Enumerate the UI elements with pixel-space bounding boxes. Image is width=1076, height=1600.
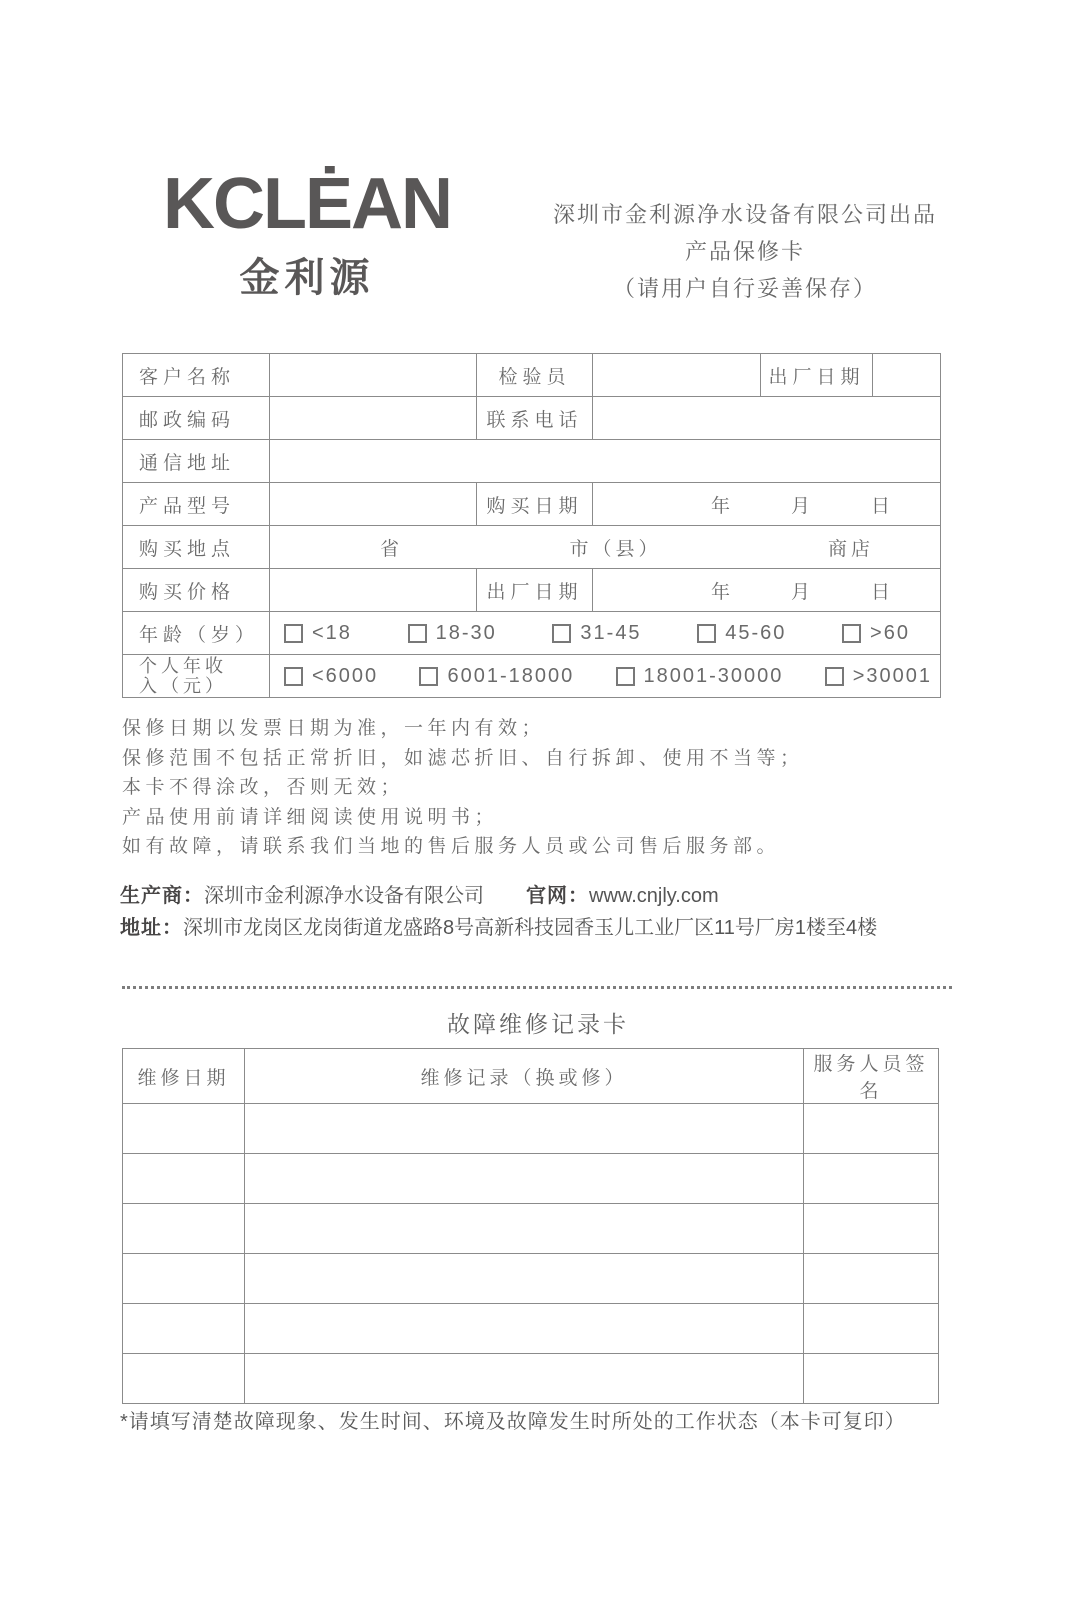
repair-row-2 (123, 1154, 939, 1204)
repair-table-header (123, 1049, 939, 1104)
checkbox-icon (284, 667, 303, 686)
income-option-gt30001 (825, 665, 932, 688)
repair-row-4 (123, 1254, 939, 1304)
checkbox-icon (419, 667, 438, 686)
website-url: www.cnjly.com (589, 885, 719, 907)
term-line-3: 本卡不得涂改，否则无效； (122, 777, 405, 798)
repair-date-cell (123, 1204, 245, 1254)
purchase-date-year-label: 年 (711, 495, 733, 517)
checkbox-icon (616, 667, 635, 686)
term-line-1: 保修日期以发票日期为准，一年内有效； (122, 718, 546, 739)
repair-date-header: 维修日期 (123, 1049, 245, 1104)
manufacturer-line (120, 880, 980, 912)
label-income-line1: 个人年收 (139, 656, 227, 676)
brand-logo (132, 164, 482, 303)
age-option-lt18 (284, 622, 352, 645)
label-product-model: 产品型号 (123, 483, 270, 526)
repair-record-cell (245, 1204, 804, 1254)
repair-date-cell (123, 1304, 245, 1354)
income-option-6001-18000-label: 6001-18000 (447, 664, 575, 687)
field-mailing-address (270, 440, 941, 483)
age-option-31-45-label: 31-45 (580, 621, 642, 644)
label-age: 年龄（岁） (123, 612, 270, 655)
field-phone (593, 397, 941, 440)
label-purchase-price: 购买价格 (123, 569, 270, 612)
warranty-terms (122, 714, 962, 862)
brand-logo-chinese: 金利源 (239, 256, 375, 300)
income-option-gt30001-label: >30001 (852, 664, 932, 687)
repair-signature-cell (804, 1204, 939, 1254)
field-purchase-price (270, 569, 477, 612)
term-line-5: 如有故障，请联系我们当地的售后服务人员或公司售后服务部。 (122, 836, 781, 857)
field-age-options (270, 612, 941, 655)
label-income (123, 655, 270, 698)
age-option-18-30 (408, 622, 497, 645)
repair-row-5 (123, 1304, 939, 1354)
repair-signature-cell (804, 1104, 939, 1154)
label-income-line2: 入（元） (139, 676, 227, 696)
purchase-date-day-label: 日 (870, 495, 892, 517)
label-inspector: 检验员 (477, 354, 593, 397)
repair-record-cell (245, 1354, 804, 1404)
checkbox-icon (825, 667, 844, 686)
maker-name: 深圳市金利源净水设备有限公司 (204, 885, 484, 907)
repair-card-title: 故障维修记录卡 (447, 1011, 629, 1037)
field-customer-name (270, 354, 477, 397)
keep-safe-note: （请用户自行妥善保存） (612, 276, 877, 301)
fill-instruction-note: *请填写清楚故障现象、发生时间、环境及故障发生时所处的工作状态（本卡可复印） (120, 1411, 906, 1433)
repair-signature-cell (804, 1254, 939, 1304)
field-purchase-date (593, 483, 941, 526)
field-income-options (270, 655, 941, 698)
income-option-18001-30000-label: 18001-30000 (643, 664, 784, 687)
manufacturer-info (120, 880, 980, 944)
age-option-45-60 (697, 622, 786, 645)
website-label: 官网： (526, 885, 589, 907)
row-age (123, 612, 941, 655)
field-product-model (270, 483, 477, 526)
age-option-gt60-label: >60 (870, 621, 910, 644)
repair-row-3 (123, 1204, 939, 1254)
age-option-gt60 (842, 622, 910, 645)
income-option-lt6000 (284, 665, 378, 688)
repair-row-1 (123, 1104, 939, 1154)
repair-signature-header: 服务人员签名 (804, 1049, 939, 1104)
age-option-18-30-label: 18-30 (435, 621, 497, 644)
repair-record-table (122, 1048, 939, 1404)
repair-record-cell (245, 1154, 804, 1204)
purchase-date-month-label: 月 (790, 495, 812, 517)
repair-signature-cell (804, 1154, 939, 1204)
address-label: 地址： (120, 917, 183, 939)
repair-record-cell (245, 1304, 804, 1354)
label-purchase-place: 购买地点 (123, 526, 270, 569)
factory-date-day-label: 日 (870, 581, 892, 603)
factory-date-year-label: 年 (711, 581, 733, 603)
row-purchase-price (123, 569, 941, 612)
address-line (120, 912, 980, 944)
repair-signature-cell (804, 1354, 939, 1404)
repair-row-6 (123, 1354, 939, 1404)
age-option-31-45 (552, 622, 641, 645)
factory-date-month-label: 月 (790, 581, 812, 603)
repair-record-header: 维修记录（换或修） (245, 1049, 804, 1104)
field-inspector (593, 354, 761, 397)
field-factory-date (873, 354, 941, 397)
store-label: 商店 (827, 538, 874, 560)
age-option-lt18-label: <18 (312, 621, 352, 644)
checkbox-icon (552, 624, 571, 643)
label-factory-date: 出厂日期 (761, 354, 873, 397)
maker-label: 生产商： (120, 885, 204, 907)
income-option-6001-18000 (419, 665, 574, 688)
row-postal-code (123, 397, 941, 440)
address-value: 深圳市龙岗区龙岗街道龙盛路8号高新科技园香玉儿工业厂区11号厂房1楼至4楼 (183, 917, 878, 939)
card-title: 产品保修卡 (684, 239, 805, 264)
row-income (123, 655, 941, 698)
label-customer-name: 客户名称 (123, 354, 270, 397)
repair-signature-cell (804, 1304, 939, 1354)
brand-logo-wordmark: KCLĖAN (163, 164, 451, 244)
row-product-model (123, 483, 941, 526)
field-purchase-place (270, 526, 941, 569)
income-option-lt6000-label: <6000 (312, 664, 379, 687)
checkbox-icon (697, 624, 716, 643)
repair-date-cell (123, 1104, 245, 1154)
repair-record-cell (245, 1104, 804, 1154)
field-factory-date-2 (593, 569, 941, 612)
customer-info-table (122, 353, 941, 698)
term-line-2: 保修范围不包括正常折旧，如滤芯折旧、自行拆卸、使用不当等； (122, 747, 804, 769)
checkbox-icon (284, 624, 303, 643)
label-purchase-date: 购买日期 (477, 483, 593, 526)
repair-record-cell (245, 1254, 804, 1304)
row-customer-name (123, 354, 941, 397)
term-line-4: 产品使用前请详细阅读使用说明书； (122, 806, 499, 828)
card-header (535, 196, 955, 307)
field-postal-code (270, 397, 477, 440)
age-option-45-60-label: 45-60 (725, 621, 787, 644)
row-mailing-address (123, 440, 941, 483)
header-producer-line: 深圳市金利源净水设备有限公司出品 (552, 202, 937, 227)
label-phone: 联系电话 (477, 397, 593, 440)
repair-date-cell (123, 1254, 245, 1304)
label-mailing-address: 通信地址 (123, 440, 270, 483)
repair-date-cell (123, 1354, 245, 1404)
city-county-label: 市（县） (569, 538, 662, 560)
checkbox-icon (408, 624, 427, 643)
dotted-cut-line (122, 986, 952, 989)
province-label: 省 (380, 538, 404, 560)
income-option-18001-30000 (616, 665, 784, 688)
checkbox-icon (842, 624, 861, 643)
label-postal-code: 邮政编码 (123, 397, 270, 440)
row-purchase-place (123, 526, 941, 569)
repair-date-cell (123, 1154, 245, 1204)
label-factory-date-2: 出厂日期 (477, 569, 593, 612)
